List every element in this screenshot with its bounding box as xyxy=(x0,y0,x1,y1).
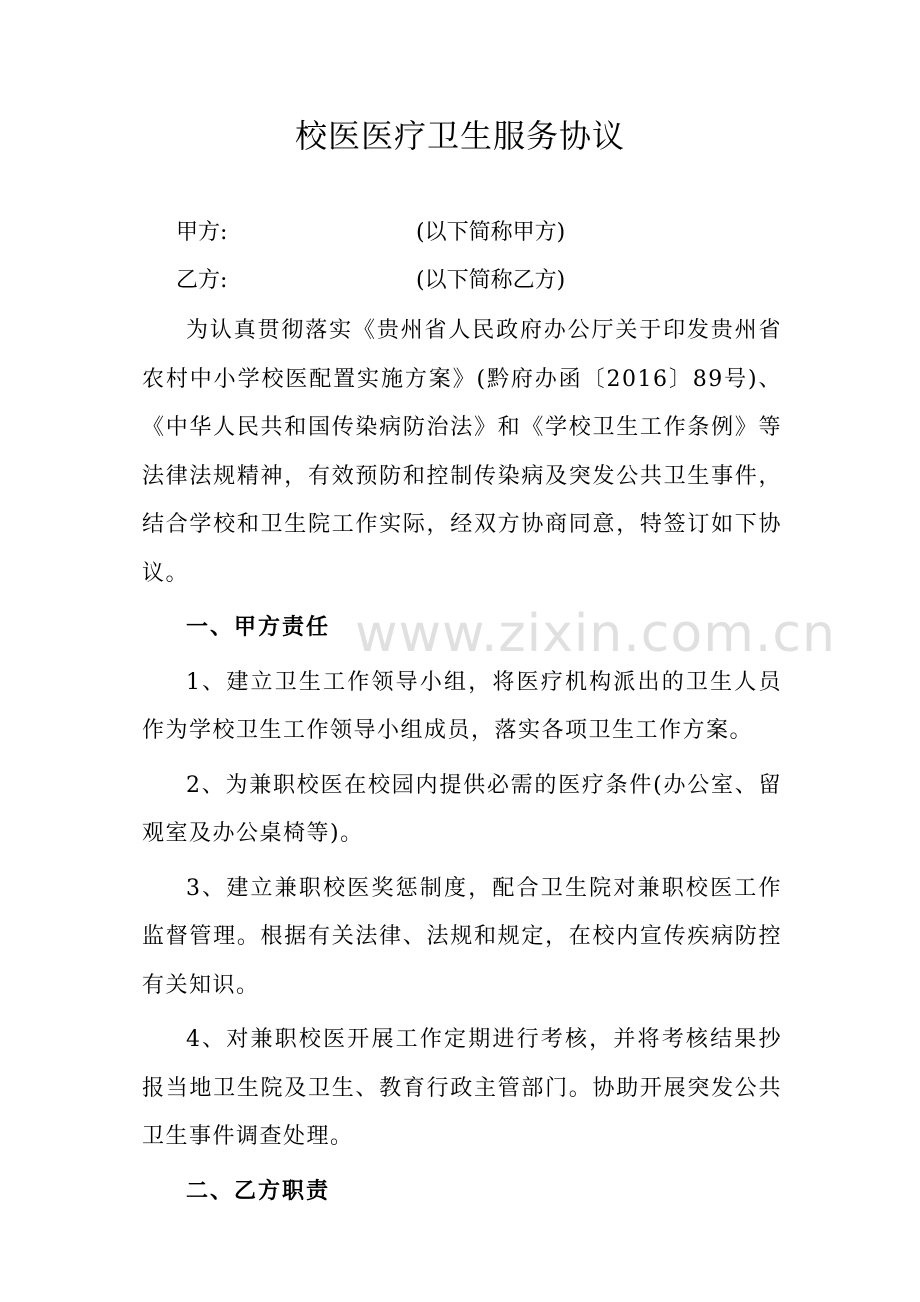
section-2-heading: 二、乙方职责 xyxy=(186,1178,331,1204)
party-a-label: 甲方: xyxy=(176,220,228,245)
watermark: www.zixin.com.cn xyxy=(355,604,836,664)
document-body xyxy=(142,307,782,1216)
party-b-suffix: (以下简称乙方) xyxy=(416,268,566,293)
section-1-item-1: 1、建立卫生工作领导小组，将医疗机构派出的卫生人员作为学校卫生工作领导小组成员，落实各项卫生工作方案。 xyxy=(142,669,782,743)
section-1-heading: 一、甲方责任 xyxy=(186,615,331,640)
party-b-line xyxy=(176,266,565,296)
section-1-item-3: 3、建立兼职校医奖惩制度，配合卫生院对兼职校医工作监督管理。根据有关法律、法规和规定，在校内宣传疾病防控有关知识。 xyxy=(142,875,782,998)
section-1-item-2: 2、为兼职校医在校园内提供必需的医疗条件(办公室、留观室及办公桌椅等)。 xyxy=(142,772,782,846)
party-a-suffix: (以下简称甲方) xyxy=(416,220,566,245)
party-b-label: 乙方: xyxy=(176,268,228,293)
document-title: 校医医疗卫生服务协议 xyxy=(294,117,625,155)
party-a-line xyxy=(176,218,565,248)
intro-paragraph: 为认真贯彻落实《贵州省人民政府办公厅关于印发贵州省农村中小学校医配置实施方案》(黔府办函〔2016〕89号)、《中华人民共和国传染病防治法》和《学校卫生工作条例》等法律法规精神，有效预防和控制传染病及突发公共卫生事件，结合学校和卫生院工作实际，经双方协商同意，特签订如下协议。 xyxy=(142,318,782,586)
section-1-item-4: 4、对兼职校医开展工作定期进行考核，并将考核结果抄报当地卫生院及卫生、教育行政主管部门。协助开展突发公共卫生事件调查处理。 xyxy=(142,1027,782,1149)
